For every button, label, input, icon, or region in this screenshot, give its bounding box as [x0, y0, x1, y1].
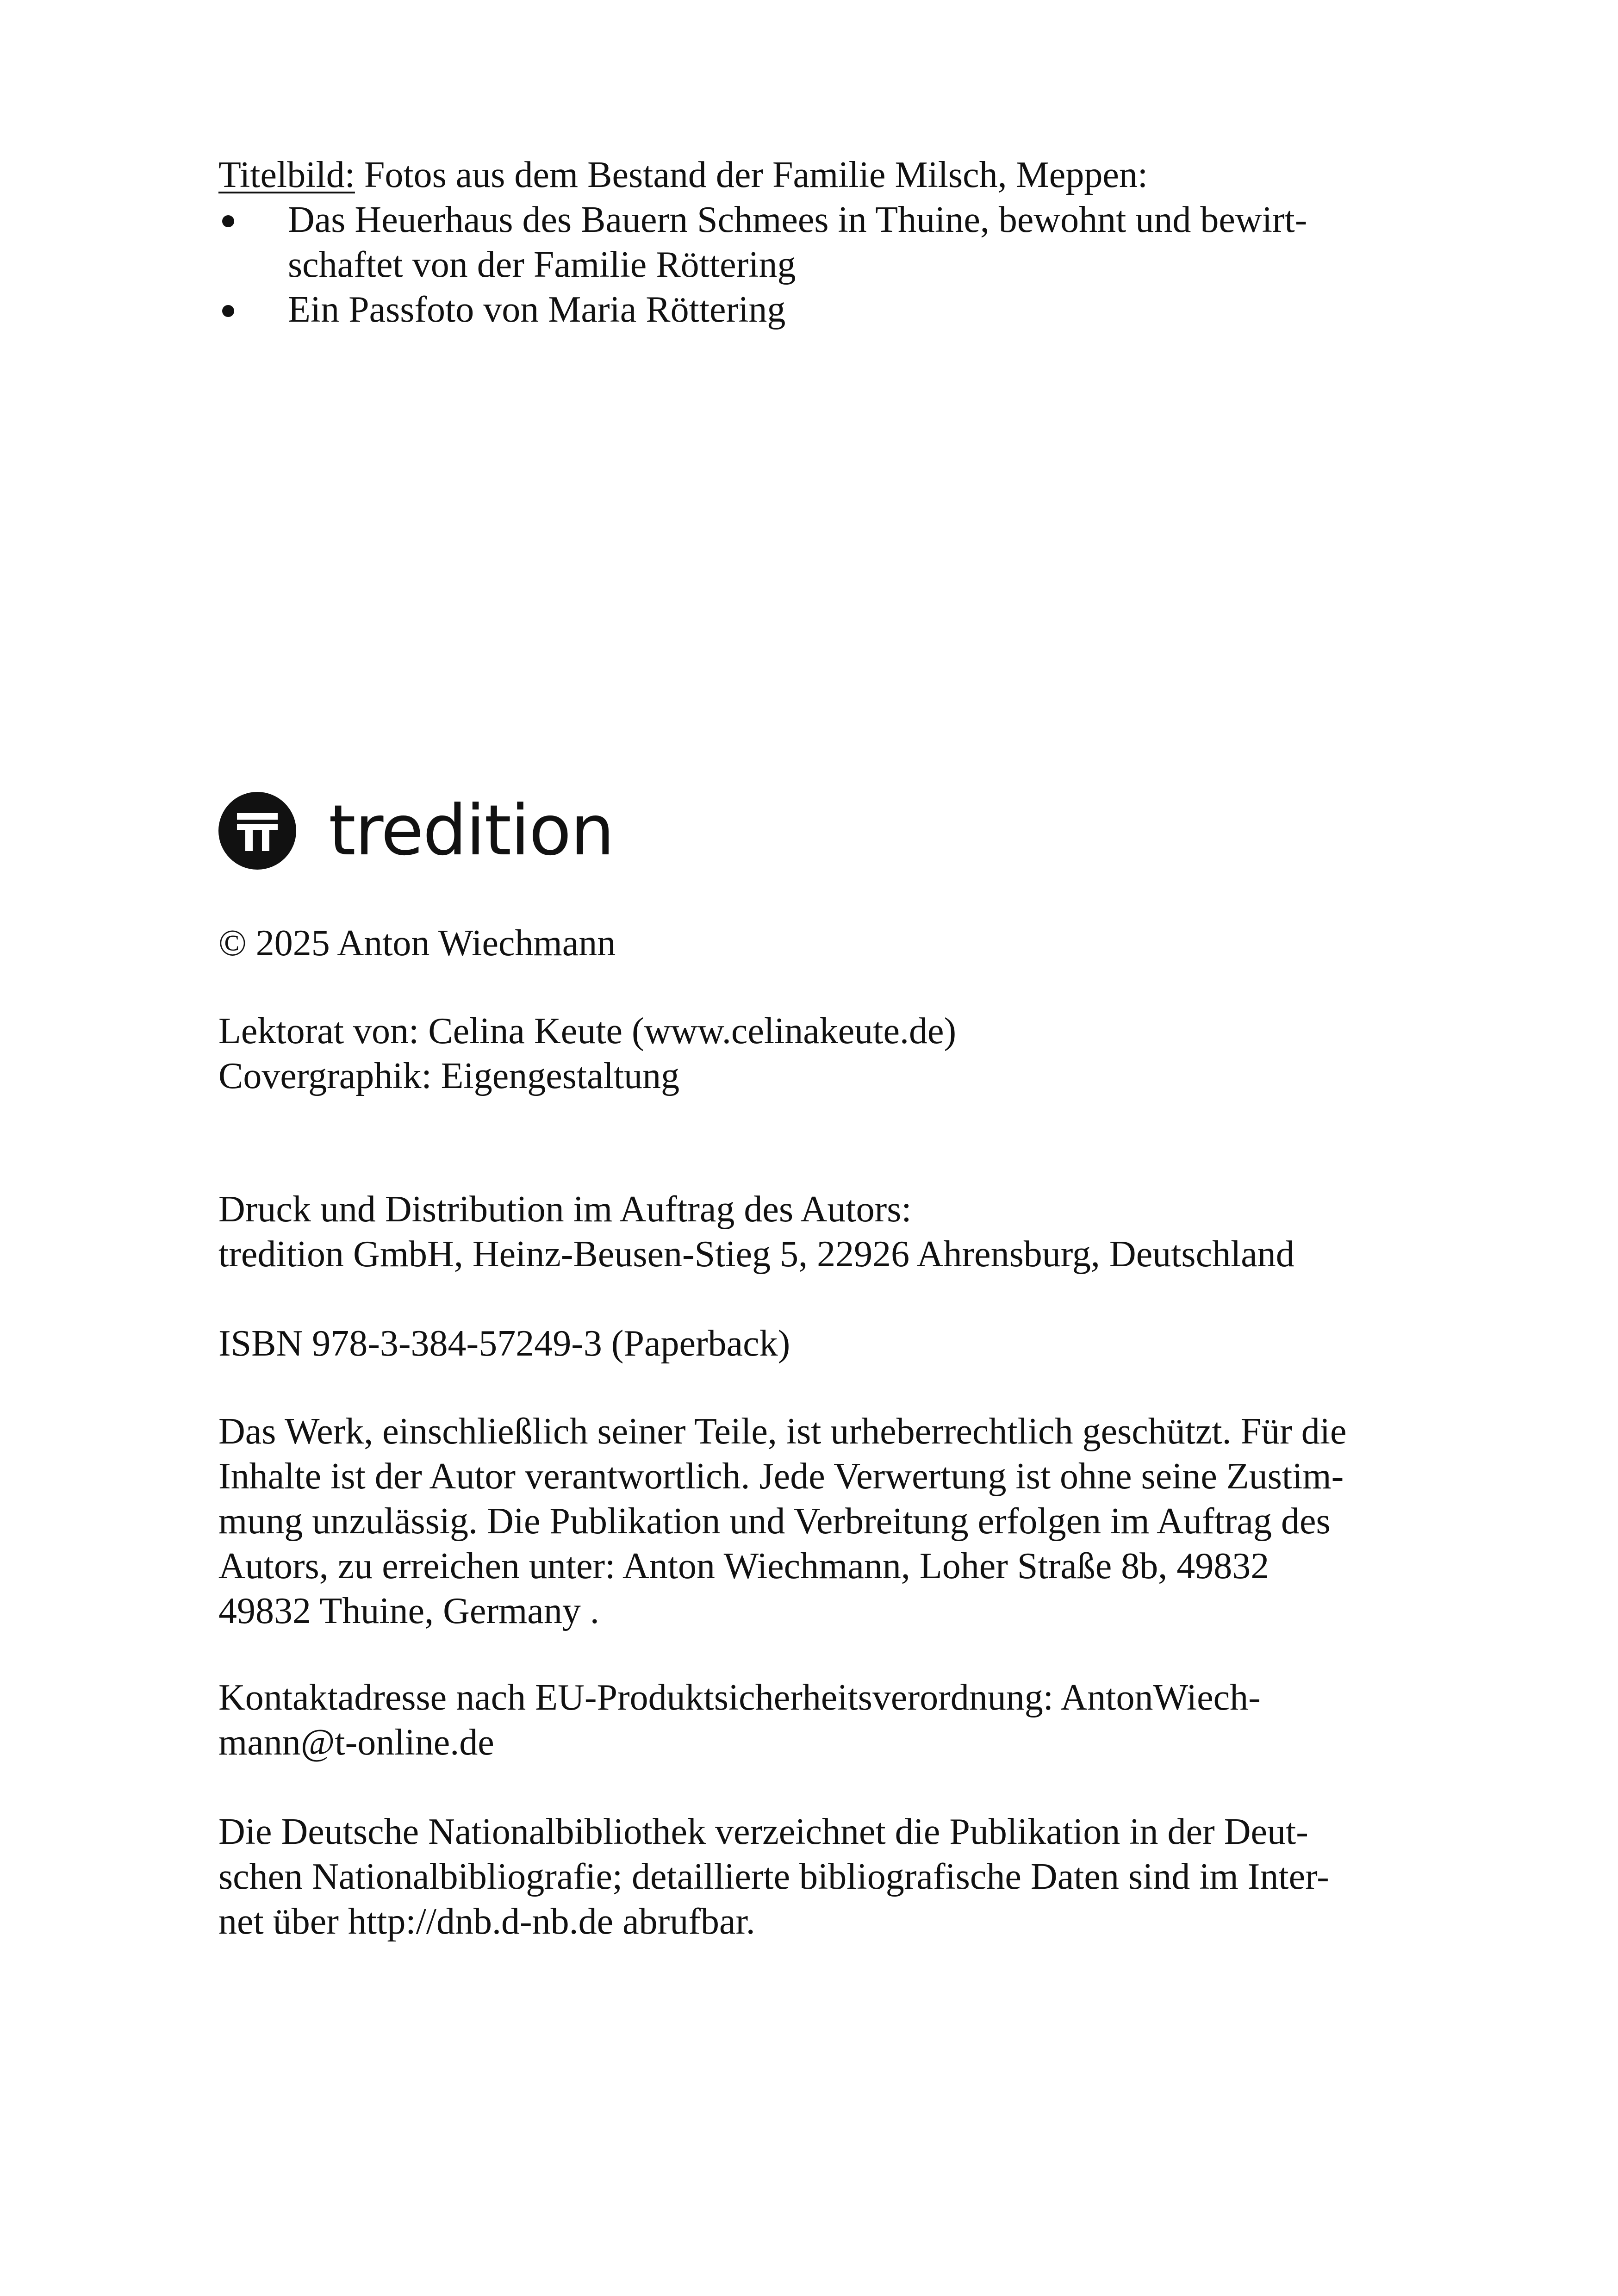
contact-notice: [218, 1675, 1431, 1765]
editing-credit: Lektorat von: Celina Keute (www.celinakeute.de): [218, 1011, 957, 1052]
publisher-name: tredition: [329, 790, 614, 871]
rights-notice: [218, 1409, 1431, 1634]
contact-line: Kontaktadresse nach EU-Produktsicherheitsverordnung: AntonWiech-: [218, 1677, 1261, 1718]
list-item-line: Das Heuerhaus des Bauern Schmees in Thuine, bewohnt und bewirt-: [288, 199, 1307, 240]
list-item: [218, 198, 1431, 287]
isbn-text: ISBN 978-3-384-57249-3 (Paperback): [218, 1323, 790, 1364]
cover-image-list: [218, 198, 1431, 332]
dnb-line: schen Nationalbibliografie; detaillierte bibliografische Daten sind im Inter-: [218, 1856, 1329, 1897]
rights-line: Das Werk, einschließlich seiner Teile, ist urheberrechtlich geschützt. Für die: [218, 1411, 1347, 1452]
publisher-logo: [218, 789, 614, 872]
rights-line: Inhalte ist der Autor verantwortlich. Jede Verwertung ist ohne seine Zustim-: [218, 1456, 1344, 1497]
cover-image-credits-intro: [218, 153, 1431, 198]
list-item-line: schaftet von der Familie Röttering: [288, 244, 796, 285]
isbn: [218, 1321, 1431, 1366]
dnb-notice: [218, 1810, 1431, 1944]
rights-line: Autors, zu erreichen unter: Anton Wiechmann, Loher Straße 8b, 49832: [218, 1546, 1270, 1587]
tredition-logo-icon: [218, 792, 296, 870]
dnb-line: net über http://dnb.d-nb.de abrufbar.: [218, 1901, 755, 1942]
rights-line: mung unzulässig. Die Publikation und Verbreitung erfolgen im Auftrag des: [218, 1501, 1331, 1542]
rights-line: 49832 Thuine, Germany .: [218, 1591, 599, 1631]
credits: [218, 1009, 1431, 1099]
printing-distribution: [218, 1187, 1431, 1277]
list-item-line: Ein Passfoto von Maria Röttering: [288, 289, 786, 330]
cover-image-label: Titelbild:: [218, 155, 355, 195]
printing-line: tredition GmbH, Heinz-Beusen-Stieg 5, 22926 Ahrensburg, Deutschland: [218, 1234, 1294, 1275]
cover-image-intro-text: Fotos aus dem Bestand der Familie Milsch, Meppen:: [355, 155, 1148, 195]
bullet-icon: [222, 215, 234, 227]
dnb-line: Die Deutsche Nationalbibliothek verzeichnet die Publikation in der Deut-: [218, 1811, 1308, 1852]
bullet-icon: [222, 305, 234, 317]
cover-image-credits: [218, 153, 1431, 332]
list-item: [218, 287, 1431, 332]
copyright-text: © 2025 Anton Wiechmann: [218, 923, 616, 964]
cover-credit: Covergraphik: Eigengestaltung: [218, 1056, 680, 1096]
printing-line: Druck und Distribution im Auftrag des Autors:: [218, 1189, 912, 1230]
contact-line: mann@t-online.de: [218, 1722, 494, 1763]
copyright-notice: [218, 921, 1431, 966]
